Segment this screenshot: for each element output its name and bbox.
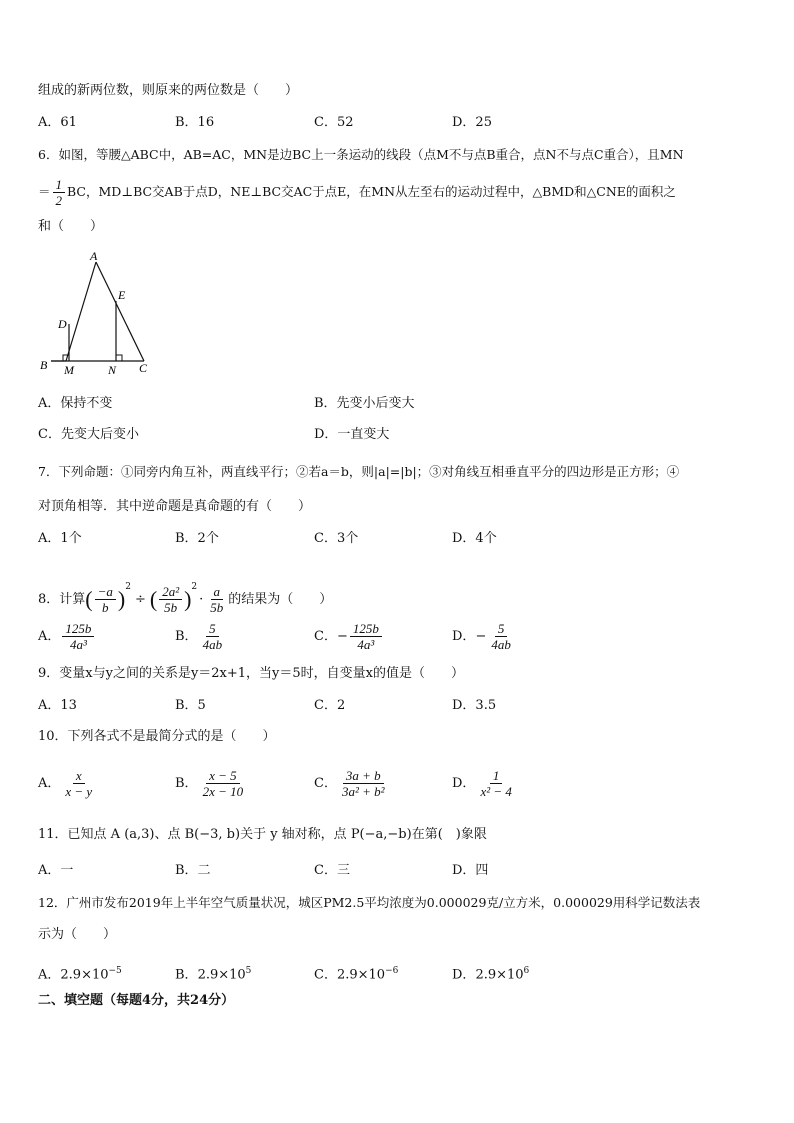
q12-option-a: A．$2.9\times 10^{-5}$ xyxy=(38,966,122,983)
q7-option-c: C．3个 xyxy=(314,531,359,546)
q8-pre: 8．计算 xyxy=(38,592,86,607)
q9-option-c: C．2 xyxy=(314,698,346,713)
q8-dot: · xyxy=(199,592,204,607)
q9-option-d: D．3.5 xyxy=(452,698,497,713)
q8-exp-1: 2 xyxy=(125,582,131,592)
triangle-figure xyxy=(36,248,156,378)
q8-frac-3: $\frac{a}{5b}$ xyxy=(210,584,224,615)
q6-option-d: D．一直变大 xyxy=(314,427,390,442)
q8-frac-1: $\frac{-a}{b}$ xyxy=(95,584,116,615)
q8-div: ÷ xyxy=(134,592,146,607)
q7-option-a: A．1个 xyxy=(38,531,82,546)
q6-stem-line3: 和（ ） xyxy=(38,219,104,234)
q6-half-fraction xyxy=(53,177,66,208)
q10-option-d: D． $\frac{1}{\text{x² − 4}}$ xyxy=(452,768,512,799)
q8-option-c: C．− $\frac{125b}{\text{4a³}}$ xyxy=(314,618,384,656)
label-n: N xyxy=(108,363,117,377)
label-c: C xyxy=(139,361,148,375)
q5-stem: 组成的新两位数，则原来的两位数是（ ） xyxy=(38,83,299,98)
q8-option-a: A． $\frac{125b}{\text{4a³}}$ xyxy=(38,618,96,656)
q9-option-a: A．13 xyxy=(38,698,77,713)
q12-stem-line1: 12．广州市发布2019年上半年空气质量状况，城区PM2.5平均浓度为0.000029克/立方米，0.000029用科学记数法表 xyxy=(38,895,701,910)
q5-option-d: D．25 xyxy=(452,115,492,130)
q7-option-d: D．4个 xyxy=(452,531,497,546)
q6-eq: ＝ xyxy=(38,184,51,199)
q10-option-c: C． $\frac{3a + b}{\text{3a² + b²}}$ xyxy=(314,768,385,799)
label-d: D xyxy=(58,317,67,331)
q8-frac-2: $\frac{\text{2a²}}{5b}$ xyxy=(159,584,182,615)
q6-frac-den: 2 xyxy=(55,193,63,208)
label-e: E xyxy=(118,288,126,302)
q11-option-b: B．二 xyxy=(175,863,211,878)
q11-option-d: D．四 xyxy=(452,863,489,878)
q12-stem-line2: 示为（ ） xyxy=(38,927,117,942)
q6-option-a: A．保持不变 xyxy=(38,396,113,411)
q8-stem: 8．计算( $\frac{-a}{b}$ )$^2$÷ ( $\frac{\text{2a²}}{5b}$ )$^2$· $\frac{a}{5b}$ 的结果为（ ） xyxy=(38,582,333,615)
q10-option-a: A． $\frac{x}{x - y}$ xyxy=(38,768,93,799)
q5-option-c: C．52 xyxy=(314,115,354,130)
label-m: M xyxy=(64,363,74,377)
q11-option-a: A．一 xyxy=(38,863,74,878)
q12-option-c: C．$2.9\times 10^{-6}$ xyxy=(314,966,399,983)
label-b: B xyxy=(40,358,48,372)
q10-option-b: B． $\frac{x - 5}{2x - 10}$ xyxy=(175,768,244,799)
q12-option-b: B．$2.9\times 10^5$ xyxy=(175,966,252,983)
q6-option-c: C．先变大后变小 xyxy=(38,427,139,442)
q5-option-b: B．16 xyxy=(175,115,215,130)
section-heading: 二、填空题（每题4分，共24分） xyxy=(38,993,235,1008)
q7-stem-line2: 对顶角相等．其中逆命题是真命题的有（ ） xyxy=(38,499,312,514)
q9-option-b: B．5 xyxy=(175,698,206,713)
q12-option-d: D．$2.9\times 10^6$ xyxy=(452,966,530,983)
q8-exp-2: 2 xyxy=(191,582,198,592)
q6-frac-num: 1 xyxy=(53,177,66,193)
q8-option-d: D．− $\frac{5}{4ab}$ xyxy=(452,621,511,652)
q8-option-b: B． $\frac{5}{4ab}$ xyxy=(175,621,223,652)
q7-stem-line1: 7．下列命题：①同旁内角互补，两直线平行；②若a＝b，则|a|=|b|；③对角线互相垂直平分的四边形是正方形；④ xyxy=(38,464,680,479)
q11-stem: 11．已知点 A (a,3)、点 B(−3, b)关于 y 轴对称，点 P(−a,−b)在第( )象限 xyxy=(38,827,487,842)
q8-post: 的结果为（ ） xyxy=(228,592,333,607)
q6-stem-rest: BC，MD⊥BC交AB于点D，NE⊥BC交AC于点E，在MN从左至右的运动过程中，△BMD和△CNE的面积之 xyxy=(67,184,676,199)
q6-stem-line1: 6．如图，等腰△ABC中，AB=AC，MN是边BC上一条运动的线段（点M不与点B重合，点N不与点C重合），且MN xyxy=(38,147,684,162)
q5-option-a: A．61 xyxy=(38,115,77,130)
q7-option-b: B．2个 xyxy=(175,531,219,546)
label-a: A xyxy=(90,249,98,263)
q11-option-c: C．三 xyxy=(314,863,350,878)
q6-option-b: B．先变小后变大 xyxy=(314,396,415,411)
q10-stem: 10．下列各式不是最简分式的是（ ） xyxy=(38,729,276,744)
q6-stem-line2 xyxy=(38,175,676,209)
q9-stem: 9．变量x与y之间的关系是y＝2x+1，当y＝5时，自变量x的值是（ ） xyxy=(38,666,465,681)
